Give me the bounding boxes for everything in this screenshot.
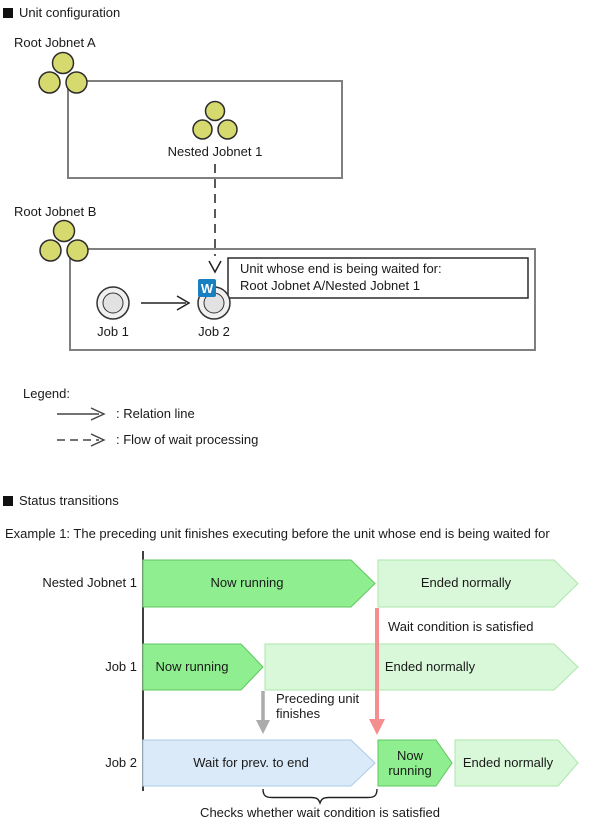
nested-jobnet-label: Nested Jobnet 1: [167, 144, 263, 159]
segment-label: Ended normally: [384, 659, 476, 674]
segment-label: Ended normally: [420, 575, 512, 590]
jobnet-icon: [40, 221, 88, 262]
row-label-nested-jobnet1: Nested Jobnet 1: [42, 575, 137, 590]
example-title: Example 1: The preceding unit finishes executing before the unit whose end is being waited for: [5, 526, 550, 541]
section-title-status-transitions: Status transitions: [19, 493, 119, 508]
root-jobnet-b-label: Root Jobnet B: [14, 204, 97, 219]
callout-line1: Unit whose end is being waited for:: [240, 261, 442, 276]
job1-icon: [97, 287, 129, 319]
nested-jobnet-icon: [193, 102, 237, 140]
segment-label: Wait for prev. to end: [193, 755, 309, 770]
annotation-wait-satisfied: Wait condition is satisfied: [388, 619, 534, 634]
segment-label: Now running: [155, 659, 229, 674]
row-label-job2: Job 2: [105, 755, 137, 770]
legend-relation-line-label: : Relation line: [116, 406, 195, 421]
legend-title: Legend:: [23, 386, 70, 401]
row-label-job1: Job 1: [105, 659, 137, 674]
legend-dashed-arrow-icon: [57, 434, 104, 446]
root-jobnet-a-label: Root Jobnet A: [14, 35, 96, 50]
jobnet-icon: [39, 53, 87, 94]
segment-label: Now running: [388, 748, 432, 778]
segment-label: Now running: [210, 575, 284, 590]
preceding-finishes-arrow: [256, 691, 270, 734]
relation-line-arrow: [141, 296, 189, 310]
job2-label: Job 2: [198, 324, 230, 339]
wait-condition-badge: W: [198, 279, 216, 297]
wait-flow-arrow: [209, 164, 221, 272]
section-bullet-icon: [3, 496, 13, 506]
annotation-preceding-finishes: Preceding unit finishes: [276, 691, 360, 721]
legend-wait-flow-label: : Flow of wait processing: [116, 432, 259, 447]
section-bullet-icon: [3, 8, 13, 18]
segment-label: Ended normally: [462, 755, 554, 770]
job1-label: Job 1: [97, 324, 129, 339]
callout-line2: Root Jobnet A/Nested Jobnet 1: [240, 278, 420, 293]
legend-solid-arrow-icon: [57, 408, 104, 420]
annotation-checks: Checks whether wait condition is satisfied: [200, 805, 440, 820]
section-title-unit-configuration: Unit configuration: [19, 5, 121, 20]
checks-brace: [263, 789, 377, 803]
